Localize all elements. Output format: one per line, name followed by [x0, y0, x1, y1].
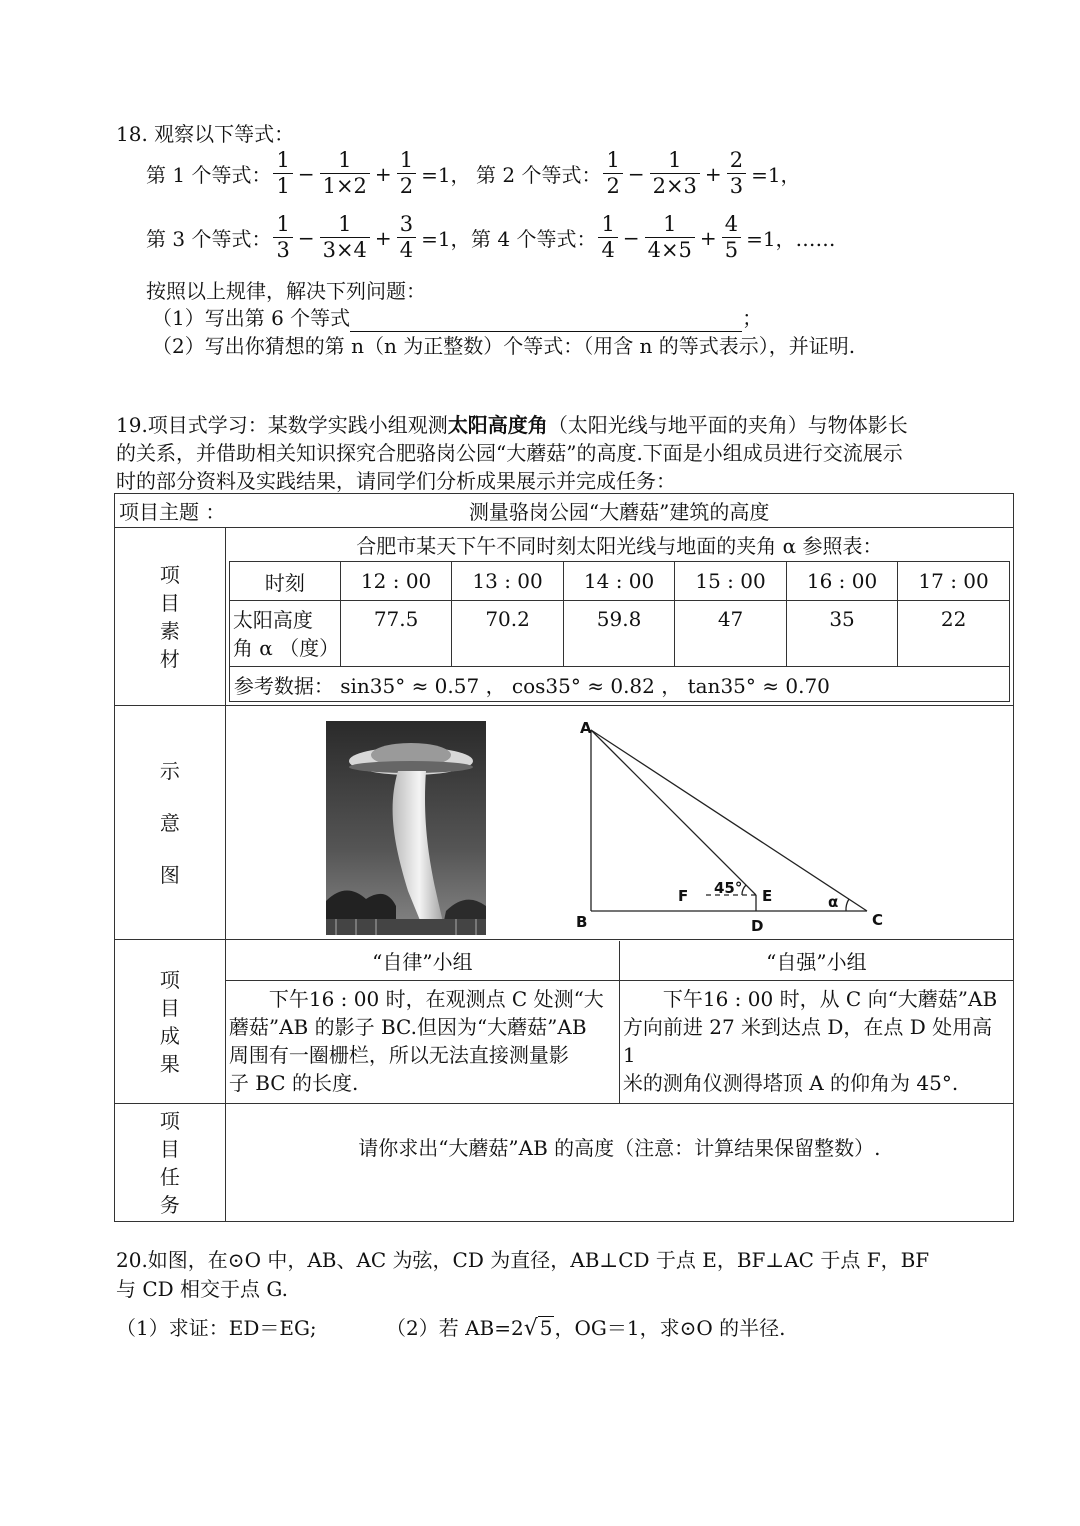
group2-text-1: 方向前进 27 米到达点 D，在点 D 处用高 1 — [622, 1015, 993, 1068]
task-label-cell — [115, 1104, 226, 1222]
diagram-label-2: 图 — [159, 862, 180, 887]
result-label-cell — [115, 940, 226, 1104]
diagram-label-0: 示 — [159, 758, 180, 783]
q18-eq3-frac-a: $\frac{1}{3}$ — [273, 214, 292, 261]
angle-cell: 47 — [675, 601, 786, 667]
topic-label: 项目主题 ： — [119, 500, 226, 524]
result-label-3: 果 — [159, 1051, 180, 1076]
result-label-2: 成 — [159, 1023, 180, 1048]
q20-part2: （2）若 AB=2√ 5 ，OG＝1，求⊙O 的半径. — [386, 1316, 786, 1341]
task-label-0: 项 — [159, 1108, 180, 1133]
angle-45-label: 45° — [713, 878, 743, 897]
q18-eq3-label: 第 3 个等式： — [146, 227, 272, 251]
q18-eq4-label: 第 4 个等式： — [471, 227, 597, 251]
line-ae — [591, 730, 756, 895]
angle-alpha-label: α — [827, 892, 839, 911]
q18-title: 18. 观察以下等式： — [116, 122, 295, 146]
group1-text-0: 下午16 : 00 时，在观测点 C 处测“大 — [228, 987, 604, 1012]
task-label-3: 务 — [159, 1192, 180, 1217]
group1-text-3: 子 BC 的长度. — [228, 1071, 359, 1096]
point-f-label: F — [677, 886, 689, 905]
sun-angle-table — [229, 561, 1010, 702]
reference-data: 参考数据： sin35° ≈ 0.57 ， cos35° ≈ 0.82 ， tan35° ≈ 0.70 — [229, 667, 1009, 702]
topic-value: 测量骆岗公园“大蘑菇”建筑的高度 — [468, 500, 770, 524]
q18-answer-blank[interactable] — [350, 311, 742, 332]
q18-part1 — [152, 304, 762, 332]
time-cell: 13 : 00 — [452, 562, 563, 601]
material-label-cell — [115, 528, 226, 706]
q18-part1-end: ； — [742, 306, 763, 330]
material-content-cell — [225, 528, 1013, 706]
results-table — [226, 941, 1013, 1103]
q18-eq1-label: 第 1 个等式： — [146, 163, 272, 187]
point-e-label: E — [761, 886, 773, 905]
triangle-diagram — [566, 715, 886, 937]
q20-line1: 20.如图，在⊙O 中，AB、AC 为弦，CD 为直径，AB⊥CD 于点 E，BF⊥AC 于点 F，BF — [116, 1248, 930, 1272]
topic-value-cell — [225, 494, 1013, 528]
q18-eq1-frac-b: $\frac{1}{1\times 2}$ — [320, 150, 370, 197]
q18-eq4-frac-a: $\frac{1}{4}$ — [598, 214, 617, 261]
q18-eq2-frac-b: $\frac{1}{2\times 3}$ — [650, 150, 700, 197]
project-table — [114, 493, 1014, 1222]
q20-part2-b: ，OG＝1，求⊙O 的半径. — [554, 1316, 786, 1340]
diagram-label-1: 意 — [159, 810, 180, 835]
angle-alpha-arc — [846, 899, 849, 911]
angle-cell: 35 — [786, 601, 897, 667]
q19-intro1-bold: 太阳高度角 — [447, 413, 548, 437]
angle-table-caption: 合肥市某天下午不同时刻太阳光线与地面的夹角 α 参照表： — [356, 534, 883, 558]
time-cell: 12 : 00 — [340, 562, 451, 601]
q18-eq4-frac-b: $\frac{1}{4\times 5}$ — [645, 214, 695, 261]
q19-intro1-b: （太阳光线与地平面的夹角）与物体影长 — [547, 413, 908, 437]
angle-header-1: 太阳高度 — [232, 607, 313, 632]
material-label-0: 项 — [159, 562, 180, 587]
time-header: 时刻 — [229, 562, 340, 601]
angle-cell: 22 — [898, 601, 1010, 667]
group2-result — [619, 981, 1013, 1103]
angle-cell: 59.8 — [563, 601, 674, 667]
group1-result — [226, 981, 620, 1103]
diagram-label-cell — [115, 706, 226, 940]
topic-label-cell — [115, 494, 226, 528]
time-cell: 14 : 00 — [563, 562, 674, 601]
q19-intro1-a: 19.项目式学习：某数学实践小组观测 — [116, 413, 448, 437]
results-cell — [225, 940, 1013, 1104]
angle-cell: 77.5 — [340, 601, 451, 667]
q18-eq3-frac-c: $\frac{3}{4}$ — [397, 214, 416, 261]
task-label-2: 任 — [159, 1164, 180, 1189]
time-cell: 16 : 00 — [786, 562, 897, 601]
q18-rule: 按照以上规律，解决下列问题： — [146, 279, 426, 303]
group1-text-2: 周围有一圈栅栏，所以无法直接测量影 — [228, 1043, 569, 1068]
q18-eq3-frac-b: $\frac{1}{3\times 4}$ — [320, 214, 370, 261]
q18-eq3: 第 3 个等式： $\frac{1}{3}$ − $\frac{1}{3\times 4}$ + $\frac{3}{4}$ =1， — [146, 212, 471, 262]
q18-part1-text: （1）写出第 6 个等式 — [152, 306, 351, 330]
q18-eq1: 第 1 个等式： $\frac{1}{1}$ − $\frac{1}{1\times 2}$ + $\frac{1}{2}$ =1， — [146, 148, 471, 198]
q19-intro-line2: 的关系，并借助相关知识探究合肥骆岗公园“大蘑菇”的高度.下面是小组成员进行交流展示 — [116, 441, 903, 465]
time-cell: 17 : 00 — [898, 562, 1010, 601]
q19-intro-line3: 时的部分资料及实践结果，请同学们分析成果展示并完成任务： — [116, 469, 676, 493]
material-label-1: 目 — [159, 590, 180, 615]
q19-intro-line1 — [116, 411, 908, 439]
point-d-label: D — [750, 916, 764, 935]
task-label-1: 目 — [159, 1136, 180, 1161]
q18-eq2-frac-c: $\frac{2}{3}$ — [727, 150, 746, 197]
material-label-3: 材 — [159, 646, 180, 671]
q18-eq1-frac-c: $\frac{1}{2}$ — [397, 150, 416, 197]
time-cell: 15 : 00 — [675, 562, 786, 601]
diagram-cell — [225, 706, 1013, 940]
result-label-0: 项 — [159, 967, 180, 992]
group2-name: “自强”小组 — [619, 941, 1013, 981]
point-c-label: C — [871, 910, 883, 929]
material-label-2: 素 — [159, 618, 180, 643]
angle-45-arc — [742, 885, 746, 895]
q18-eq4-frac-c: $\frac{4}{5}$ — [722, 214, 741, 261]
group2-text-2: 米的测角仪测得塔顶 A 的仰角为 45°. — [622, 1071, 959, 1096]
task-text: 请你求出“大蘑菇”AB 的高度（注意：计算结果保留整数）. — [225, 1104, 1013, 1222]
q20-part2-a: （2）若 AB=2 — [386, 1316, 524, 1340]
q20-part1: （1）求证：ED＝EG; — [116, 1316, 317, 1340]
result-label-1: 目 — [159, 995, 180, 1020]
q18-eq2-frac-a: $\frac{1}{2}$ — [603, 150, 622, 197]
q18-part2: （2）写出你猜想的第 n（n 为正整数）个等式：（用含 n 的等式表示），并证明. — [152, 334, 856, 358]
group1-text-1: 蘑菇”AB 的影子 BC.但因为“大蘑菇”AB — [228, 1015, 587, 1040]
angle-header-2: 角 α （度） — [232, 635, 340, 660]
q18-eq2-label: 第 2 个等式： — [476, 163, 602, 187]
mushroom-tower-photo — [326, 721, 486, 935]
q20-line2: 与 CD 相交于点 G. — [116, 1277, 289, 1301]
point-a-label: A — [579, 718, 592, 737]
point-b-label: B — [575, 912, 588, 931]
q18-eq2: 第 2 个等式： $\frac{1}{2}$ − $\frac{1}{2\times 3}$ + $\frac{2}{3}$ =1， — [476, 148, 801, 198]
q18-eq4: 第 4 个等式： $\frac{1}{4}$ − $\frac{1}{4\times 5}$ + $\frac{4}{5}$ =1，…… — [471, 212, 836, 262]
group1-name: “自律”小组 — [226, 941, 620, 981]
q18-eq1-frac-a: $\frac{1}{1}$ — [273, 150, 292, 197]
q20-sqrt-value: 5 — [539, 1316, 553, 1340]
angle-header — [229, 601, 340, 667]
group2-text-0: 下午16 : 00 时，从 C 向“大蘑菇”AB — [622, 987, 998, 1012]
angle-cell: 70.2 — [452, 601, 563, 667]
